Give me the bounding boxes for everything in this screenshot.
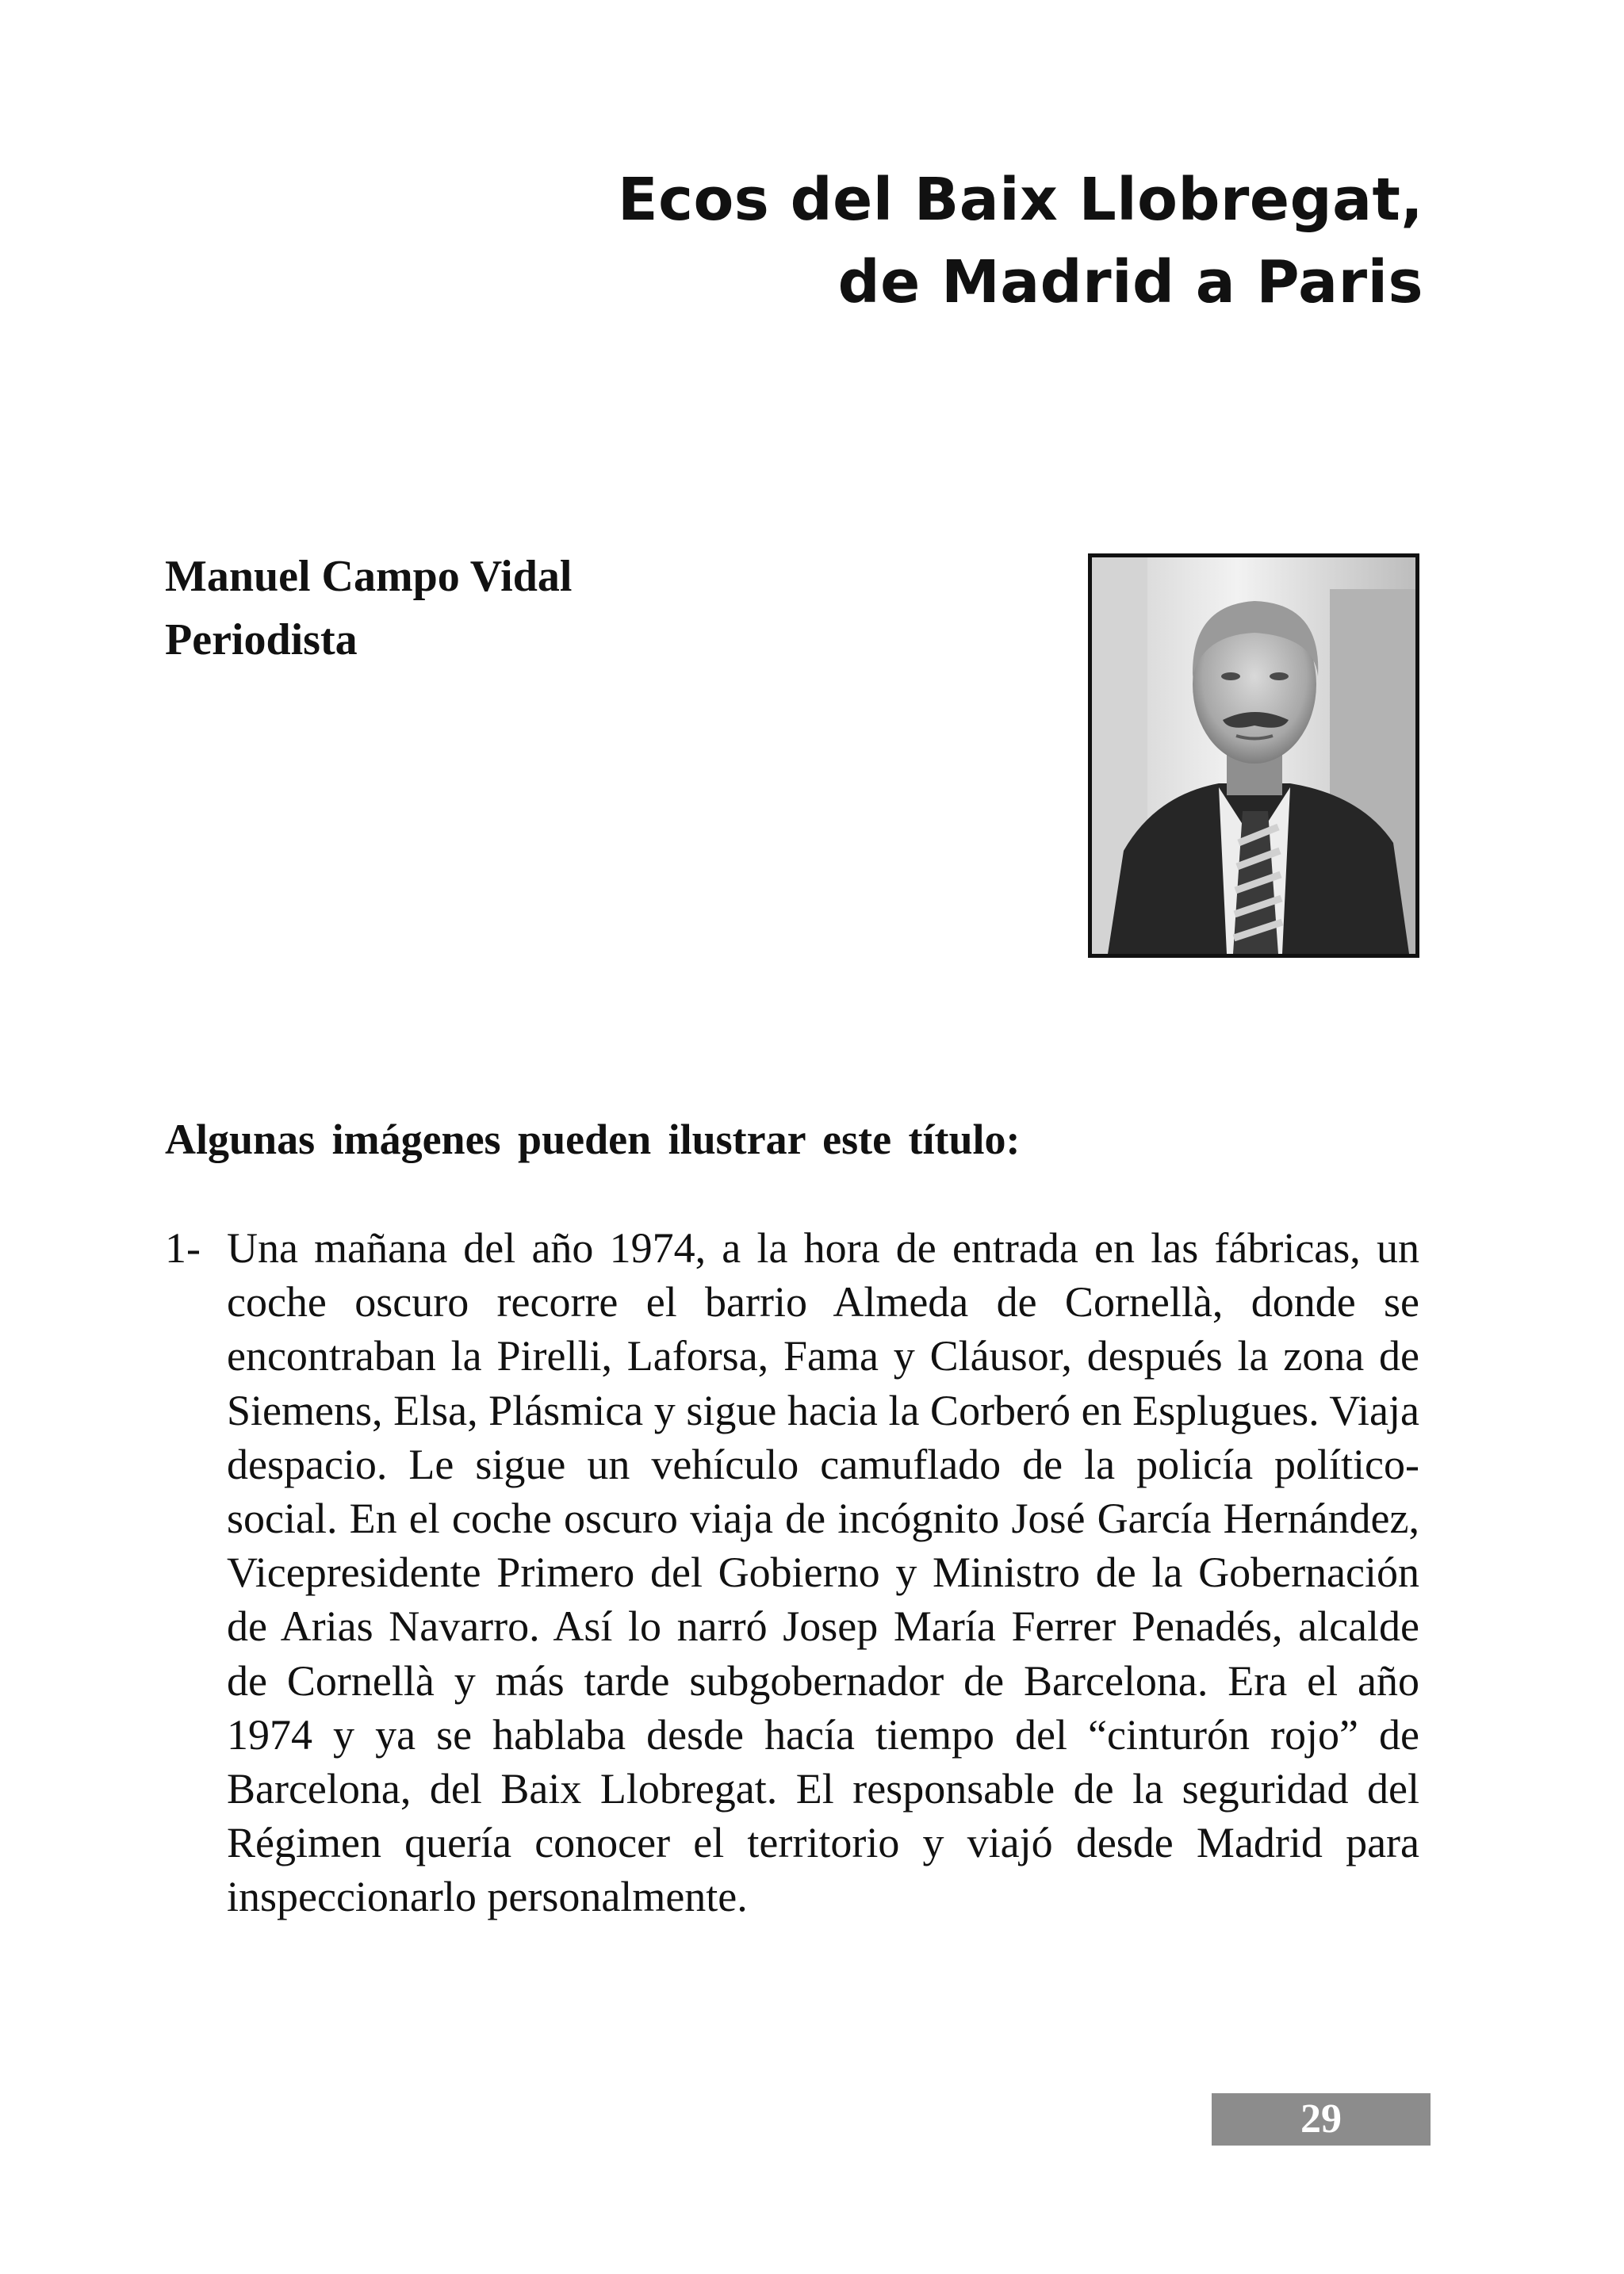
list-item	[165, 1221, 1419, 1924]
list-item-number: 1-	[165, 1224, 201, 1272]
author-portrait-photo	[1088, 553, 1419, 958]
portrait-icon	[1092, 557, 1415, 954]
section-heading: Algunas imágenes pueden ilustrar este título:	[165, 1116, 1021, 1163]
author-role: Periodista	[165, 615, 358, 664]
list-item-text: Una mañana del año 1974, a la hora de entrada en las fábricas, un coche oscuro recorre el barrio Almeda de Cornellà, donde se encontraban la Pirelli, Laforsa, Fama y Cláusor, después la zona de Siemens, Elsa, Plásmica y sigue hacia la Corberó en Esplugues. Viaja despacio. Le sigue un vehículo camuflado de la policía político-social. En el coche oscuro viaja de incógnito José García Hernández, Vicepresidente Primero del Gobierno y Ministro de la Gobernación de Arias Navarro. Así lo narró Josep María Ferrer Penadés, alcalde de Cornellà y más tarde subgobernador de Barcelona. Era el año 1974 y ya se hablaba desde hacía tiempo del “cinturón rojo” de Barcelona, del Baix Llobregat. El responsable de la seguridad del Régimen quería conocer el territorio y viajó desde Madrid para inspeccionarlo personalmente.	[227, 1224, 1419, 1921]
page-number: 29	[1212, 2093, 1431, 2146]
author-name: Manuel Campo Vidal	[165, 552, 573, 601]
page-title	[393, 159, 1423, 323]
title-line-2: de Madrid a Paris	[837, 248, 1423, 316]
title-line-1: Ecos del Baix Llobregat,	[618, 166, 1423, 234]
author-block	[165, 545, 572, 672]
